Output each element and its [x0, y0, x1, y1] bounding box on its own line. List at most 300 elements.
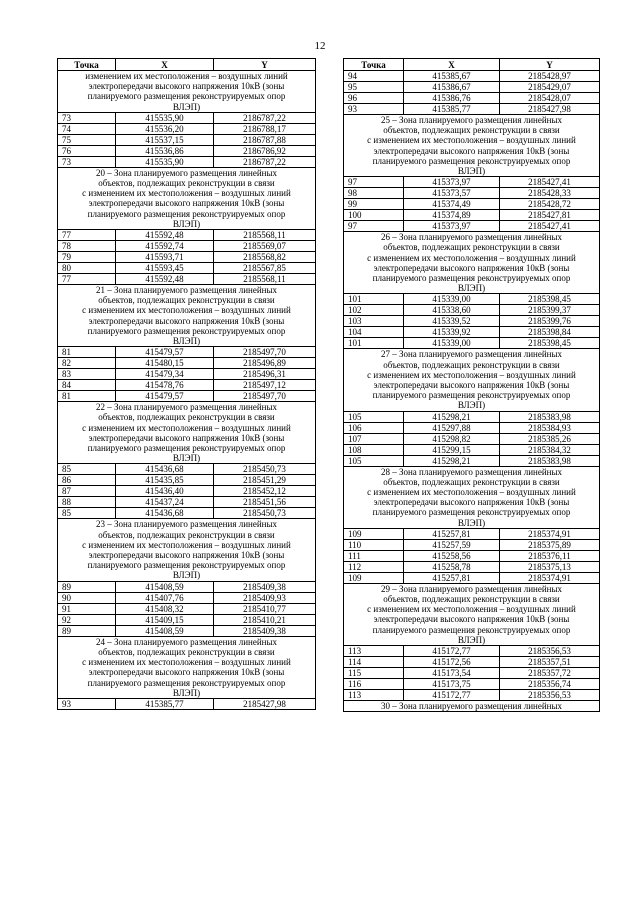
y-cell: 2185374,91	[500, 572, 600, 583]
header-y: Y	[214, 59, 316, 71]
table-row	[58, 347, 316, 358]
point-cell: 109	[344, 572, 404, 583]
y-cell: 2185375,89	[500, 539, 600, 550]
y-cell: 2185450,73	[214, 464, 316, 475]
table-row	[344, 210, 600, 221]
zone-description-line: планируемого размещения реконструируемых опор	[87, 443, 286, 454]
point-cell: 96	[344, 93, 404, 104]
point-cell: 78	[58, 241, 116, 252]
zone-description-line: планируемого размещения реконструируемых опор	[87, 208, 286, 219]
x-cell: 415385,77	[116, 698, 214, 709]
point-cell: 73	[58, 156, 116, 167]
table-row	[344, 71, 600, 82]
x-cell: 415409,15	[116, 614, 214, 625]
header-point: Точка	[344, 59, 404, 71]
point-cell: 104	[344, 327, 404, 338]
table-row	[344, 657, 600, 668]
table-row	[58, 497, 316, 508]
zone-description-line: объектов, подлежащих реконструкции в связи	[98, 178, 275, 189]
zone-description-line: планируемого размещения реконструируемых опор	[372, 624, 571, 635]
zone-description-line: ВЛЭП)	[172, 570, 201, 581]
zone-heading-row	[344, 232, 600, 294]
zone-description-line: ВЛЭП)	[172, 336, 201, 347]
y-cell: 2185398,84	[500, 327, 600, 338]
x-cell: 415373,97	[404, 221, 500, 232]
x-cell: 415172,56	[404, 657, 500, 668]
zone-description-line: с изменением их местоположения – воздушных линий	[367, 487, 576, 498]
x-cell: 415437,24	[116, 497, 214, 508]
table-row	[344, 82, 600, 93]
zone-description-line: ВЛЭП)	[457, 166, 486, 177]
x-cell: 415374,49	[404, 199, 500, 210]
table-row	[58, 508, 316, 519]
zone-description-line: планируемого размещения реконструируемых опор	[372, 390, 571, 401]
point-cell: 81	[58, 391, 116, 402]
x-cell: 415592,48	[116, 230, 214, 241]
x-cell: 415536,86	[116, 145, 214, 156]
table-row	[344, 646, 600, 657]
y-cell: 2186787,88	[214, 134, 316, 145]
zone-description	[58, 636, 316, 698]
zone-description-line: объектов, подлежащих реконструкции в связи	[98, 295, 275, 306]
left-coordinates-table	[57, 58, 316, 710]
zone-description-line: электропередачи высокого напряжения 10кВ (зоны	[373, 145, 570, 156]
x-cell: 415536,20	[116, 123, 214, 134]
x-cell: 415339,52	[404, 316, 500, 327]
table-row	[58, 156, 316, 167]
zone-heading-row	[58, 167, 316, 229]
zone-description-line: 29 – Зона планируемого размещения линейных	[380, 583, 563, 594]
table-row	[344, 561, 600, 572]
y-cell: 2185567,85	[214, 263, 316, 274]
x-cell: 415385,77	[404, 104, 500, 115]
table-row	[58, 369, 316, 380]
x-cell: 415373,57	[404, 188, 500, 199]
zone-description-line: электропередачи высокого напряжения 10кВ (зоны	[373, 497, 570, 508]
table-row	[58, 263, 316, 274]
table-row	[58, 358, 316, 369]
table-row	[58, 252, 316, 263]
x-cell: 415408,59	[116, 581, 214, 592]
zone-description-line: с изменением их местоположения – воздушных линий	[82, 305, 291, 316]
table-row	[58, 581, 316, 592]
point-cell: 113	[344, 646, 404, 657]
zone-description-line: с изменением их местоположения – воздушных линий	[367, 369, 576, 380]
point-cell: 115	[344, 668, 404, 679]
table-row	[58, 698, 316, 709]
point-cell: 111	[344, 550, 404, 561]
zone-description-line: электропередачи высокого напряжения 10кВ (зоны	[88, 315, 285, 326]
zone-description-line: планируемого размещения реконструируемых опор	[87, 560, 286, 571]
x-cell: 415479,57	[116, 347, 214, 358]
header-x: X	[116, 59, 214, 71]
y-cell: 2185385,26	[500, 433, 600, 444]
x-cell: 415436,68	[116, 508, 214, 519]
point-cell: 113	[344, 690, 404, 701]
zone-description-line: электропередачи высокого напряжения 10кВ (зоны	[88, 432, 285, 443]
zone-description-line: 23 – Зона планируемого размещения линейных	[95, 519, 278, 530]
y-cell: 2185427,41	[500, 221, 600, 232]
x-cell: 415298,82	[404, 433, 500, 444]
table-row	[58, 123, 316, 134]
y-cell: 2185568,82	[214, 252, 316, 263]
table-row	[58, 145, 316, 156]
left-table-body	[58, 71, 316, 710]
x-cell: 415173,75	[404, 679, 500, 690]
y-cell: 2185409,38	[214, 625, 316, 636]
x-cell: 415535,90	[116, 156, 214, 167]
y-cell: 2185376,11	[500, 550, 600, 561]
point-cell: 107	[344, 433, 404, 444]
x-cell: 415172,77	[404, 690, 500, 701]
point-cell: 108	[344, 444, 404, 455]
zone-description-line: объектов, подлежащих реконструкции в связи	[383, 476, 560, 487]
zone-description-line: ВЛЭП)	[457, 517, 486, 528]
y-cell: 2185427,41	[500, 177, 600, 188]
zone-description-line: объектов, подлежащих реконструкции в связи	[383, 242, 560, 253]
x-cell: 415386,76	[404, 93, 500, 104]
y-cell: 2185409,93	[214, 592, 316, 603]
y-cell: 2185384,32	[500, 444, 600, 455]
zone-description	[344, 232, 600, 294]
y-cell: 2185496,31	[214, 369, 316, 380]
point-cell: 85	[58, 464, 116, 475]
x-cell: 415408,59	[116, 625, 214, 636]
table-row	[58, 614, 316, 625]
x-cell: 415298,21	[404, 455, 500, 466]
table-row	[58, 391, 316, 402]
zone-description-line: объектов, подлежащих реконструкции в связи	[383, 594, 560, 605]
x-cell: 415374,89	[404, 210, 500, 221]
zone-description-line: с изменением их местоположения – воздушных линий	[82, 539, 291, 550]
zone-description-line: 26 – Зона планируемого размещения линейных	[380, 232, 563, 243]
zone-description-line: планируемого размещения реконструируемых опор	[372, 273, 571, 284]
table-row	[58, 486, 316, 497]
x-cell: 415479,57	[116, 391, 214, 402]
point-cell: 74	[58, 123, 116, 134]
zone-description	[344, 466, 600, 528]
zone-description-line: с изменением их местоположения – воздушных линий	[367, 135, 576, 146]
zone-description-line: планируемого размещения реконструируемых опор	[87, 91, 286, 102]
x-cell: 415407,76	[116, 592, 214, 603]
zone-description	[58, 71, 316, 113]
y-cell: 2186788,17	[214, 123, 316, 134]
zone-description-line: изменением их местоположения – воздушных линий	[85, 71, 288, 81]
point-cell: 95	[344, 82, 404, 93]
point-cell: 84	[58, 380, 116, 391]
table-row	[344, 327, 600, 338]
point-cell: 89	[58, 581, 116, 592]
zone-description-line: с изменением их местоположения – воздушных линий	[82, 188, 291, 199]
x-cell: 415338,60	[404, 305, 500, 316]
x-cell: 415592,74	[116, 241, 214, 252]
point-cell: 87	[58, 486, 116, 497]
point-cell: 79	[58, 252, 116, 263]
x-cell: 415297,88	[404, 422, 500, 433]
point-cell: 77	[58, 230, 116, 241]
table-row	[344, 550, 600, 561]
y-cell: 2185568,11	[214, 230, 316, 241]
zone-description-line: объектов, подлежащих реконструкции в связи	[98, 529, 275, 540]
point-cell: 77	[58, 274, 116, 285]
x-cell: 415435,85	[116, 475, 214, 486]
y-cell: 2185356,53	[500, 646, 600, 657]
point-cell: 116	[344, 679, 404, 690]
x-cell: 415373,97	[404, 177, 500, 188]
point-cell: 73	[58, 112, 116, 123]
table-row	[344, 338, 600, 349]
y-cell: 2186787,22	[214, 156, 316, 167]
point-cell: 80	[58, 263, 116, 274]
table-row	[58, 475, 316, 486]
zone-description-line: с изменением их местоположения – воздушных линий	[82, 422, 291, 433]
point-cell: 112	[344, 561, 404, 572]
point-cell: 109	[344, 528, 404, 539]
zone-description-line: 28 – Зона планируемого размещения линейных	[380, 466, 563, 477]
right-table-body	[344, 71, 600, 712]
table-header-row	[344, 59, 600, 71]
point-cell: 99	[344, 199, 404, 210]
point-cell: 85	[58, 508, 116, 519]
y-cell: 2185374,91	[500, 528, 600, 539]
table-row	[58, 274, 316, 285]
zone-description-line: 20 – Зона планируемого размещения линейных	[95, 167, 278, 178]
zone-description-line: с изменением их местоположения – воздушных линий	[82, 657, 291, 668]
zone-heading-row	[58, 636, 316, 698]
y-cell: 2185428,33	[500, 188, 600, 199]
y-cell: 2185497,70	[214, 391, 316, 402]
x-cell: 415339,00	[404, 294, 500, 305]
table-row	[344, 444, 600, 455]
table-row	[344, 199, 600, 210]
y-cell: 2185452,12	[214, 486, 316, 497]
zone-description-line: объектов, подлежащих реконструкции в связи	[383, 125, 560, 136]
y-cell: 2185496,89	[214, 358, 316, 369]
y-cell: 2185428,72	[500, 199, 600, 210]
table-row	[58, 134, 316, 145]
zone-description-line: 27 – Зона планируемого размещения линейных	[380, 349, 563, 360]
zone-description-line: 25 – Зона планируемого размещения линейных	[380, 115, 563, 125]
table-row	[344, 104, 600, 115]
table-row	[344, 422, 600, 433]
point-cell: 93	[58, 698, 116, 709]
zone-description-line: планируемого размещения реконструируемых опор	[87, 325, 286, 336]
point-cell: 76	[58, 145, 116, 156]
table-row	[58, 592, 316, 603]
header-x: X	[404, 59, 500, 71]
point-cell: 83	[58, 369, 116, 380]
x-cell: 415592,48	[116, 274, 214, 285]
x-cell: 415593,71	[116, 252, 214, 263]
y-cell: 2185356,74	[500, 679, 600, 690]
point-cell: 101	[344, 294, 404, 305]
zone-description-line: электропередачи высокого напряжения 10кВ (зоны	[88, 198, 285, 209]
zone-description-line: ВЛЭП)	[172, 218, 201, 229]
x-cell: 415385,67	[404, 71, 500, 82]
zone-heading-row	[344, 701, 600, 712]
y-cell: 2185429,07	[500, 82, 600, 93]
zone-description-line: ВЛЭП)	[457, 283, 486, 294]
table-row	[58, 112, 316, 123]
y-cell: 2185375,13	[500, 561, 600, 572]
x-cell: 415478,76	[116, 380, 214, 391]
x-cell: 415258,78	[404, 561, 500, 572]
x-cell: 415339,92	[404, 327, 500, 338]
table-row	[344, 528, 600, 539]
x-cell: 415299,15	[404, 444, 500, 455]
y-cell: 2185357,72	[500, 668, 600, 679]
zone-description-line: электропередачи высокого напряжения 10кВ (зоны	[88, 81, 285, 92]
zone-description-line: 21 – Зона планируемого размещения линейных	[95, 285, 278, 296]
y-cell: 2185399,76	[500, 316, 600, 327]
zone-description-line: ВЛЭП)	[172, 101, 201, 112]
zone-description-line: 30 – Зона планируемого размещения линейных	[380, 701, 563, 712]
header-point: Точка	[58, 59, 116, 71]
y-cell: 2185497,70	[214, 347, 316, 358]
header-y: Y	[500, 59, 600, 71]
x-cell: 415173,54	[404, 668, 500, 679]
point-cell: 92	[58, 614, 116, 625]
table-header-row	[58, 59, 316, 71]
y-cell: 2185356,53	[500, 690, 600, 701]
y-cell: 2185357,51	[500, 657, 600, 668]
zone-description-line: с изменением их местоположения – воздушных линий	[367, 252, 576, 263]
right-coordinates-table	[343, 58, 600, 712]
x-cell: 415479,34	[116, 369, 214, 380]
point-cell: 93	[344, 104, 404, 115]
zone-description-line: ВЛЭП)	[457, 400, 486, 411]
x-cell: 415257,81	[404, 528, 500, 539]
point-cell: 102	[344, 305, 404, 316]
zone-description-line: 24 – Зона планируемого размещения линейных	[95, 636, 278, 647]
y-cell: 2185427,81	[500, 210, 600, 221]
x-cell: 415535,90	[116, 112, 214, 123]
zone-description	[344, 701, 600, 712]
zone-description-line: с изменением их местоположения – воздушных линий	[367, 604, 576, 615]
table-row	[344, 177, 600, 188]
point-cell: 101	[344, 338, 404, 349]
table-row	[344, 294, 600, 305]
table-row	[344, 221, 600, 232]
y-cell: 2185428,07	[500, 93, 600, 104]
right-coordinates-table-container	[343, 58, 599, 712]
zone-description-line: планируемого размещения реконструируемых опор	[372, 155, 571, 166]
y-cell: 2185569,07	[214, 241, 316, 252]
zone-description	[58, 519, 316, 581]
x-cell: 415258,56	[404, 550, 500, 561]
point-cell: 114	[344, 657, 404, 668]
x-cell: 415593,45	[116, 263, 214, 274]
zone-description-line: ВЛЭП)	[172, 687, 201, 698]
point-cell: 89	[58, 625, 116, 636]
point-cell: 105	[344, 455, 404, 466]
zone-description-line: ВЛЭП)	[172, 453, 201, 464]
y-cell: 2186786,92	[214, 145, 316, 156]
zone-heading-row	[58, 285, 316, 347]
table-row	[344, 539, 600, 550]
x-cell: 415339,00	[404, 338, 500, 349]
zone-description-line: ВЛЭП)	[457, 634, 486, 645]
table-row	[58, 625, 316, 636]
point-cell: 90	[58, 592, 116, 603]
table-row	[58, 230, 316, 241]
table-row	[344, 316, 600, 327]
point-cell: 86	[58, 475, 116, 486]
zone-description-line: объектов, подлежащих реконструкции в связи	[98, 412, 275, 423]
zone-description	[58, 167, 316, 229]
point-cell: 98	[344, 188, 404, 199]
zone-heading-row	[58, 71, 316, 113]
y-cell: 2185427,98	[500, 104, 600, 115]
left-coordinates-table-container	[57, 58, 315, 710]
zone-description-line: электропередачи высокого напряжения 10кВ (зоны	[373, 614, 570, 625]
point-cell: 97	[344, 221, 404, 232]
x-cell: 415436,68	[116, 464, 214, 475]
zone-description-line: электропередачи высокого напряжения 10кВ (зоны	[373, 380, 570, 391]
table-row	[58, 241, 316, 252]
x-cell: 415172,77	[404, 646, 500, 657]
table-row	[344, 455, 600, 466]
y-cell: 2185451,29	[214, 475, 316, 486]
x-cell: 415386,67	[404, 82, 500, 93]
y-cell: 2185409,38	[214, 581, 316, 592]
table-row	[344, 188, 600, 199]
y-cell: 2185410,77	[214, 603, 316, 614]
page-number: 12	[314, 40, 326, 52]
point-cell: 81	[58, 347, 116, 358]
y-cell: 2185383,98	[500, 455, 600, 466]
table-row	[344, 679, 600, 690]
y-cell: 2185383,98	[500, 411, 600, 422]
zone-description-line: 22 – Зона планируемого размещения линейных	[95, 402, 278, 413]
zone-description-line: электропередачи высокого напряжения 10кВ (зоны	[88, 667, 285, 678]
x-cell: 415537,15	[116, 134, 214, 145]
table-row	[344, 572, 600, 583]
x-cell: 415257,81	[404, 572, 500, 583]
y-cell: 2185497,12	[214, 380, 316, 391]
y-cell: 2185428,97	[500, 71, 600, 82]
zone-description-line: объектов, подлежащих реконструкции в связи	[98, 646, 275, 657]
x-cell: 415298,21	[404, 411, 500, 422]
zone-description	[58, 402, 316, 464]
zone-description	[344, 115, 600, 177]
zone-description	[58, 285, 316, 347]
table-row	[344, 305, 600, 316]
point-cell: 94	[344, 71, 404, 82]
zone-description	[344, 583, 600, 645]
zone-heading-row	[344, 466, 600, 528]
zone-description-line: планируемого размещения реконструируемых опор	[372, 507, 571, 518]
table-row	[344, 690, 600, 701]
zone-description-line: электропередачи высокого напряжения 10кВ (зоны	[373, 262, 570, 273]
x-cell: 415480,15	[116, 358, 214, 369]
y-cell: 2185451,56	[214, 497, 316, 508]
table-row	[344, 411, 600, 422]
point-cell: 97	[344, 177, 404, 188]
y-cell: 2185410,21	[214, 614, 316, 625]
table-row	[58, 603, 316, 614]
point-cell: 105	[344, 411, 404, 422]
table-row	[58, 380, 316, 391]
y-cell: 2185450,73	[214, 508, 316, 519]
y-cell: 2185384,93	[500, 422, 600, 433]
zone-description	[344, 349, 600, 411]
point-cell: 106	[344, 422, 404, 433]
y-cell: 2185427,98	[214, 698, 316, 709]
zone-heading-row	[58, 402, 316, 464]
zone-description-line: электропередачи высокого напряжения 10кВ (зоны	[88, 550, 285, 561]
y-cell: 2185398,45	[500, 294, 600, 305]
